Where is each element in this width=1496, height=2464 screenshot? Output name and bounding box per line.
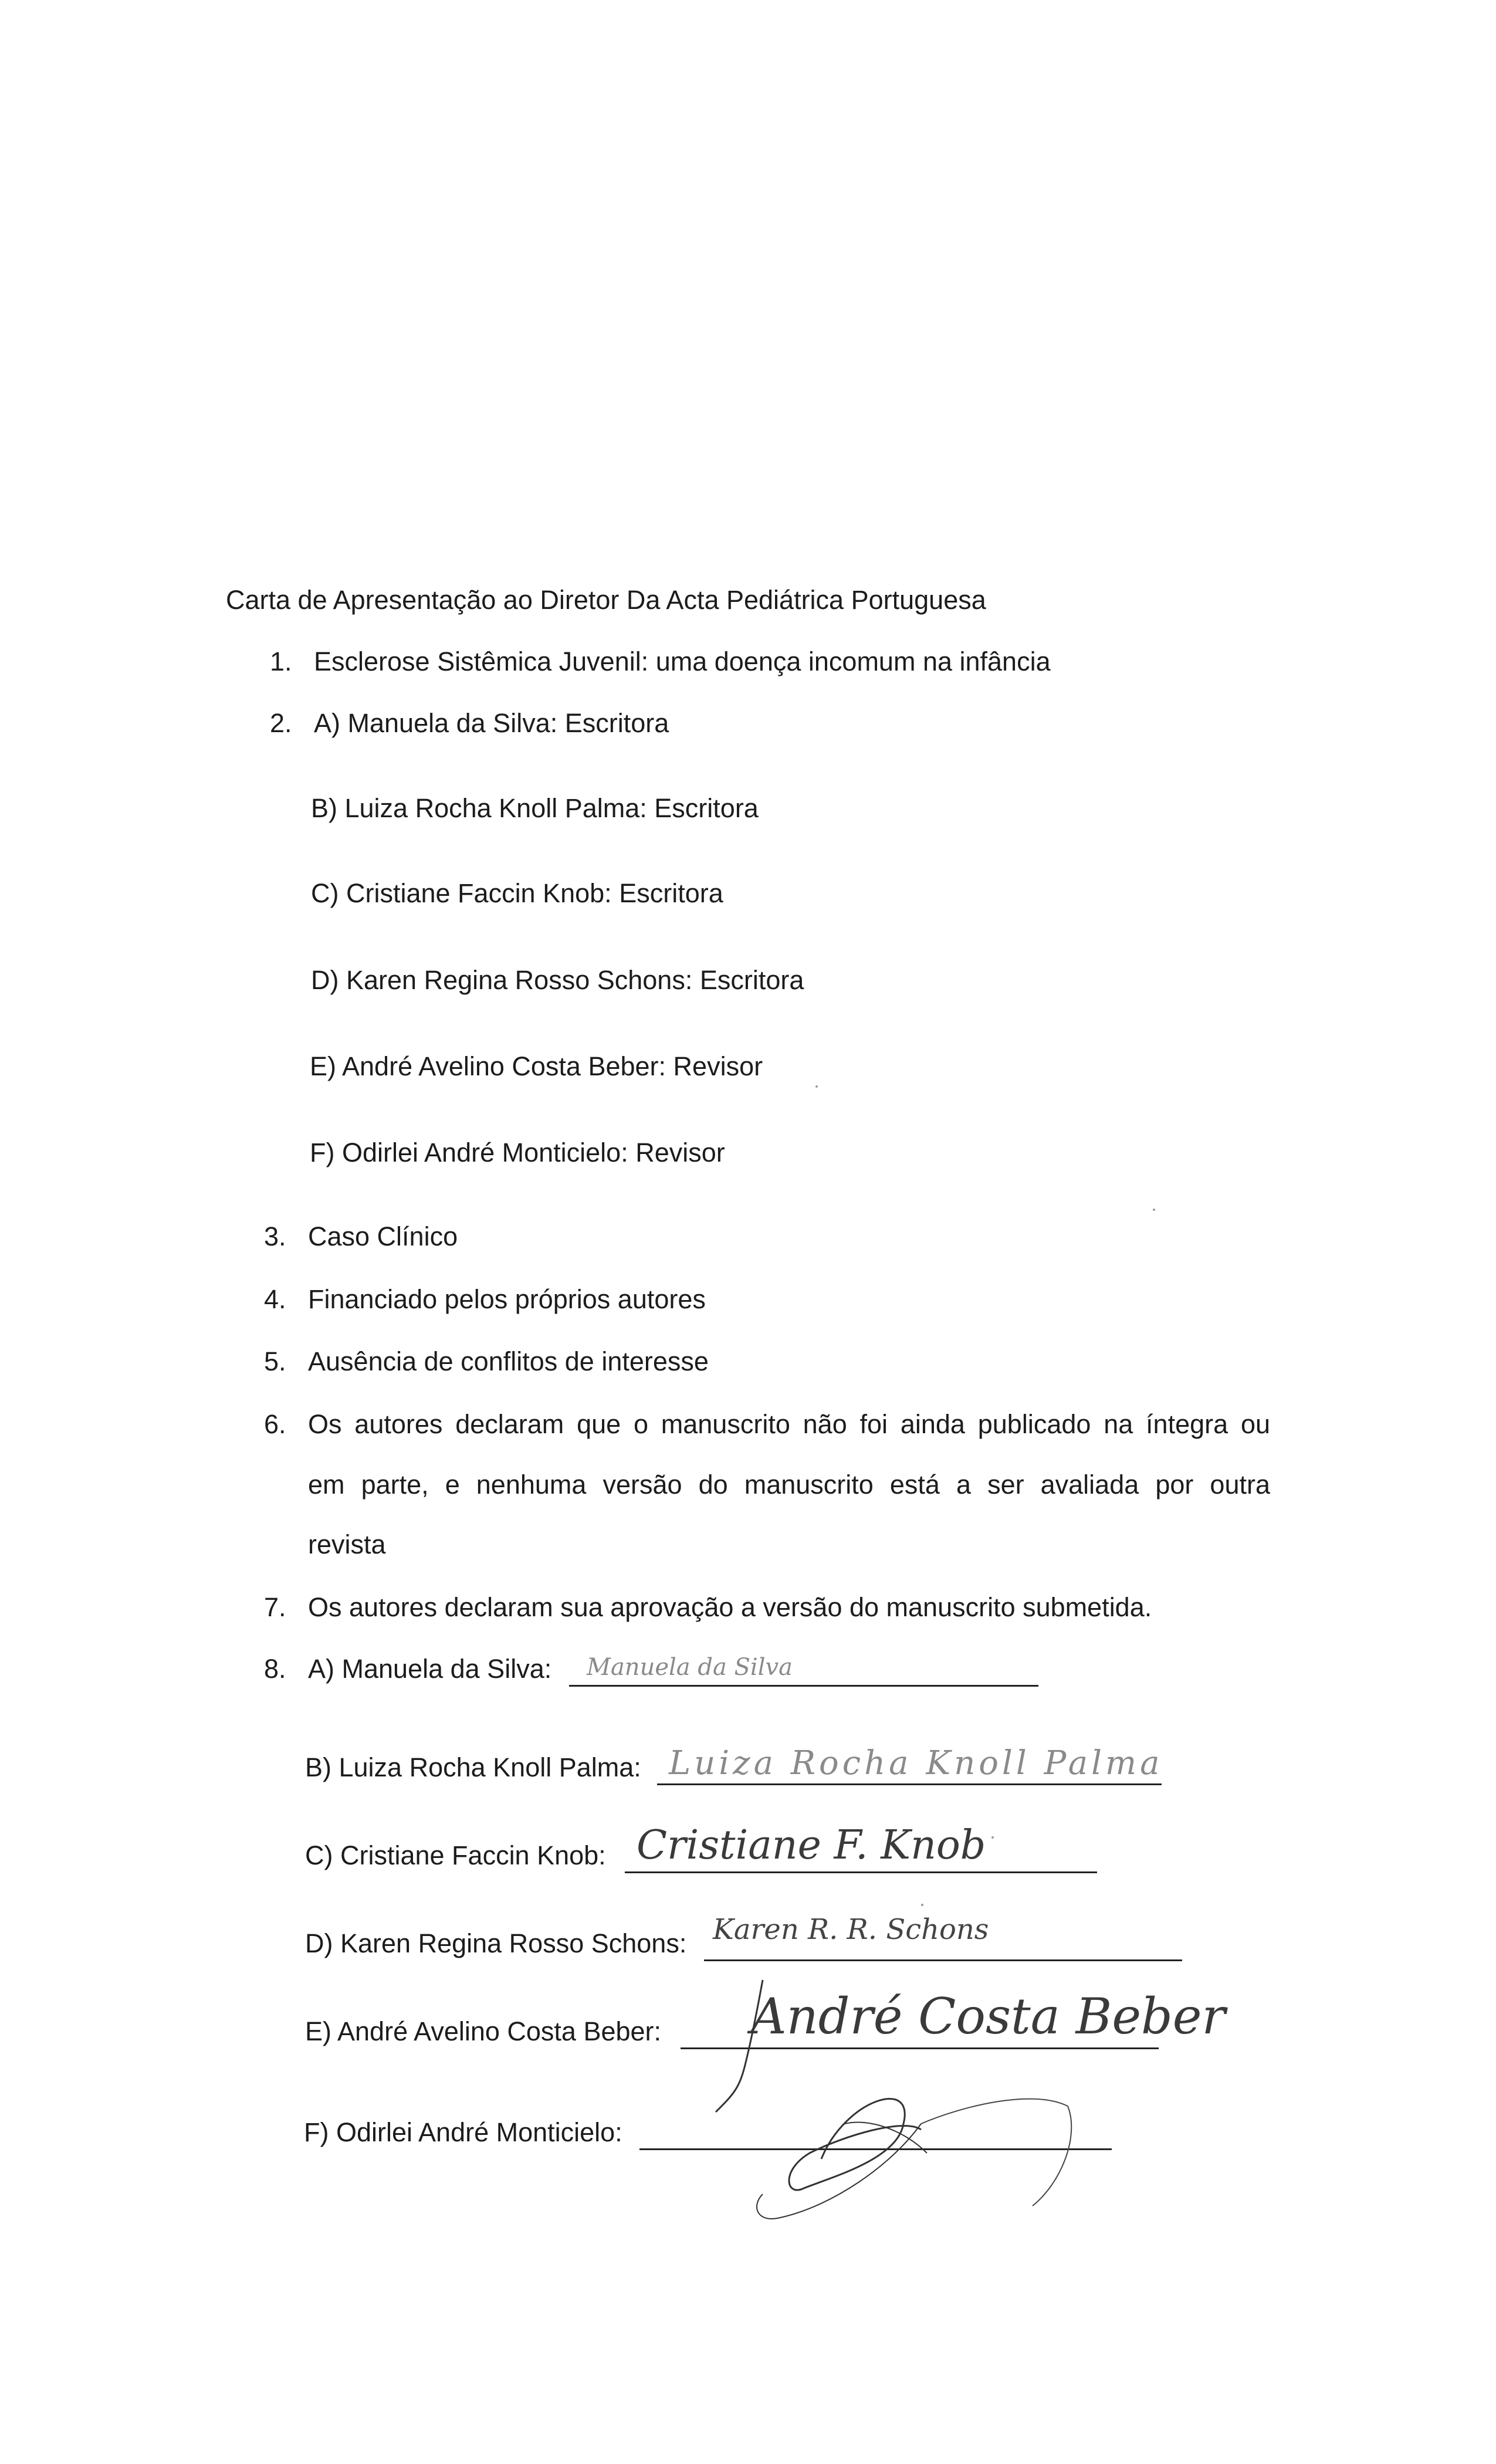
item-text-2: A) Manuela da Silva: Escritora xyxy=(314,708,669,738)
signature-label-f: F) Odirlei André Monticielo: xyxy=(304,2117,622,2147)
item-number-3: 3. xyxy=(264,1221,286,1251)
scan-speck xyxy=(991,1836,994,1839)
signature-a: Manuela da Silva xyxy=(587,1654,793,1681)
item-text-1: Esclerose Sistêmica Juvenil: uma doença incomum na infância xyxy=(314,647,1051,676)
signature-b: Luiza Rocha Knoll Palma xyxy=(669,1744,1163,1782)
signature-e: André Costa Beber xyxy=(751,1988,1226,2045)
signature-label-d: D) Karen Regina Rosso Schons: xyxy=(305,1928,687,1958)
signature-d: Karen R. R. Schons xyxy=(713,1913,989,1946)
item-number-4: 4. xyxy=(264,1284,286,1314)
signature-scribble-f xyxy=(727,2053,1103,2229)
item-text-3: Caso Clínico xyxy=(308,1221,458,1251)
signature-line-d xyxy=(704,1959,1182,1961)
signature-line-c xyxy=(625,1871,1097,1873)
author-role-c: C) Cristiane Faccin Knob: Escritora xyxy=(311,878,723,908)
item-number-8: 8. xyxy=(264,1654,286,1684)
signature-line-a xyxy=(569,1685,1038,1687)
author-role-e: E) André Avelino Costa Beber: Revisor xyxy=(310,1051,763,1081)
scan-speck xyxy=(815,1085,818,1088)
scan-speck xyxy=(1153,1209,1155,1211)
item-number-5: 5. xyxy=(264,1346,286,1376)
item-number-6: 6. xyxy=(264,1409,286,1439)
letter-title: Carta de Apresentação ao Diretor Da Acta Pediátrica Portuguesa xyxy=(226,585,986,615)
signature-label-a: A) Manuela da Silva: xyxy=(308,1654,552,1684)
item-number-1: 1. xyxy=(270,647,292,676)
signature-label-c: C) Cristiane Faccin Knob: xyxy=(305,1840,606,1870)
item-text-6: Os autores declaram que o manuscrito não foi ainda publicado na íntegra ou xyxy=(308,1409,1270,1439)
signature-label-b: B) Luiza Rocha Knoll Palma: xyxy=(305,1752,641,1782)
signature-label-e: E) André Avelino Costa Beber: xyxy=(305,2016,662,2046)
signature-line-b xyxy=(657,1783,1162,1785)
item-number-7: 7. xyxy=(264,1592,286,1622)
scan-speck xyxy=(921,1904,923,1906)
author-role-f: F) Odirlei André Monticielo: Revisor xyxy=(310,1138,725,1167)
author-role-b: B) Luiza Rocha Knoll Palma: Escritora xyxy=(311,793,759,823)
item-text-4: Financiado pelos próprios autores xyxy=(308,1284,706,1314)
item-text-6-line-2: em parte, e nenhuma versão do manuscrito está a ser avaliada por outra xyxy=(308,1470,1270,1500)
item-number-2: 2. xyxy=(270,708,292,738)
signature-c: Cristiane F. Knob xyxy=(637,1822,986,1869)
author-role-d: D) Karen Regina Rosso Schons: Escritora xyxy=(311,965,804,995)
item-text-5: Ausência de conflitos de interesse xyxy=(308,1346,709,1376)
item-text-6-line-3: revista xyxy=(308,1529,386,1559)
item-text-7: Os autores declaram sua aprovação a versão do manuscrito submetida. xyxy=(308,1592,1152,1622)
